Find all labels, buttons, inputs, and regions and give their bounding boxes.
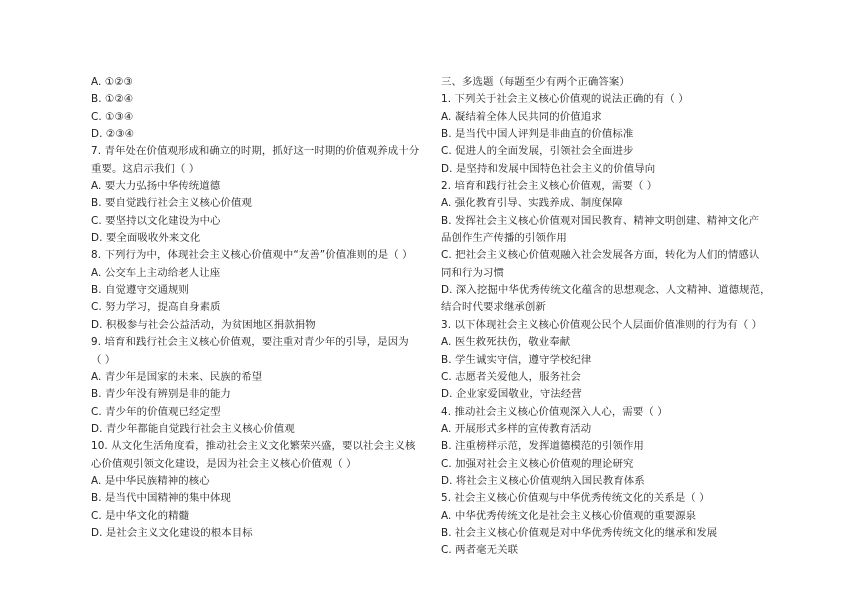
right-column-line: 品创作生产传播的引领作用	[441, 232, 567, 245]
left-column-line: C. 努力学习，提高自身素质	[91, 301, 221, 314]
right-column-line: 结合时代要求继承创新	[441, 301, 546, 314]
right-column-line: 三、多选题（每题至少有两个正确答案）	[441, 76, 630, 88]
right-column-line: D. 将社会主义核心价值观纳入国民教育体系	[441, 474, 645, 487]
left-column-line: 心价值观引领文化建设，是因为社会主义核心价值观（ ）	[91, 457, 357, 470]
left-column-line: C. 要坚持以文化建设为中心	[91, 214, 221, 227]
left-column-line: B. 自觉遵守交通规则	[91, 284, 189, 297]
right-column-line: 4. 推动社会主义核心价值观深入人心，需要（ ）	[441, 405, 668, 418]
right-column-line: C. 促进人的全面发展，引领社会全面进步	[441, 145, 634, 158]
left-column-line: C. 是中华文化的精髓	[91, 509, 190, 522]
left-column-line: 8. 下列行为中，体现社会主义核心价值观中“友善”价值准则的是（ ）	[91, 249, 413, 262]
right-column-line: D. 企业家爱国敬业，守法经营	[441, 388, 582, 401]
left-column-line: B. 要自觉践行社会主义核心价值观	[91, 197, 252, 210]
left-column-line: （ ）	[91, 353, 116, 366]
right-column-line: D. 是坚持和发展中国特色社会主义的价值导向	[441, 162, 656, 175]
left-column-line: A. 公交车上主动给老人让座	[91, 266, 221, 279]
right-column-line: B. 是当代中国人评判是非曲直的价值标准	[441, 128, 634, 141]
left-column-line: 10. 从文化生活角度看，推动社会主义文化繁荣兴盛，要以社会主义核	[91, 440, 416, 453]
right-column-line: A. 凝结着全体人民共同的价值追求	[441, 110, 602, 123]
right-column-line: 5. 社会主义核心价值观与中华优秀传统文化的关系是（ ）	[441, 492, 710, 505]
right-column-line: A. 中华优秀传统文化是社会主义核心价值观的重要源泉	[441, 509, 697, 522]
left-column	[91, 74, 423, 542]
right-column-line: A. 医生救死扶伤，敬业奉献	[441, 336, 571, 349]
left-column-line: D. ②③④	[91, 128, 135, 141]
right-column-line: C. 两者毫无关联	[441, 544, 519, 557]
left-column-line: 9. 培育和践行社会主义核心价值观，要注重对青少年的引导，是因为	[91, 336, 409, 349]
left-column-line: A. 要大力弘扬中华传统道德	[91, 180, 221, 193]
right-column-line: C. 加强对社会主义核心价值观的理论研究	[441, 457, 634, 470]
right-column-line: 3. 以下体现社会主义核心价值观公民个人层面价值准则的行为有（ ）	[441, 318, 763, 331]
right-column-line: C. 志愿者关爱他人，服务社会	[441, 370, 582, 383]
left-column-line: D. 是社会主义文化建设的根本目标	[91, 526, 253, 539]
right-column-line: B. 社会主义核心价值观是对中华优秀传统文化的继承和发展	[441, 526, 718, 539]
right-column-line: B. 发挥社会主义核心价值观对国民教育、精神文明创建、精神文化产	[441, 214, 760, 227]
right-column-line: A. 强化教育引导、实践养成、制度保障	[441, 197, 623, 210]
left-column-line: A. 是中华民族精神的核心	[91, 474, 210, 487]
left-column-line: A. 青少年是国家的未来、民族的希望	[91, 370, 263, 383]
right-column-line: D. 深入挖掘中华优秀传统文化蕴含的思想观念、人文精神、道德规范，	[441, 284, 771, 297]
left-column-line: C. ①③④	[91, 110, 134, 123]
left-column-line: B. 青少年没有辨别是非的能力	[91, 388, 231, 401]
left-column-line: B. ①②④	[91, 93, 134, 106]
left-column-line: A. ①②③	[91, 76, 134, 88]
left-column-line: D. 积极参与社会公益活动，为贫困地区捐款捐物	[91, 318, 316, 331]
right-column-line: 2. 培育和践行社会主义核心价值观，需要（ ）	[441, 180, 658, 193]
right-column-line: A. 开展形式多样的宣传教育活动	[441, 422, 592, 435]
left-column-line: C. 青少年的价值观已经定型	[91, 405, 221, 418]
right-column-line: C. 把社会主义核心价值观融入社会发展各方面，转化为人们的情感认	[441, 249, 760, 262]
left-column-line: 7. 青年处在价值观形成和确立的时期，抓好这一时期的价值观养成十分	[91, 145, 420, 158]
left-column-line: D. 青少年都能自觉践行社会主义核心价值观	[91, 422, 295, 435]
right-column-line: B. 注重榜样示范，发挥道德模范的引领作用	[441, 440, 644, 453]
left-column-line: D. 要全面吸收外来文化	[91, 232, 201, 245]
right-column	[441, 74, 781, 560]
right-column-line: 1. 下列关于社会主义核心价值观的说法正确的有（ ）	[441, 93, 689, 106]
right-column-line: B. 学生诚实守信，遵守学校纪律	[441, 353, 592, 366]
left-column-line: B. 是当代中国精神的集中体现	[91, 492, 231, 505]
left-column-line: 重要。这启示我们（ ）	[91, 162, 200, 175]
right-column-line: 同和行为习惯	[441, 266, 504, 279]
